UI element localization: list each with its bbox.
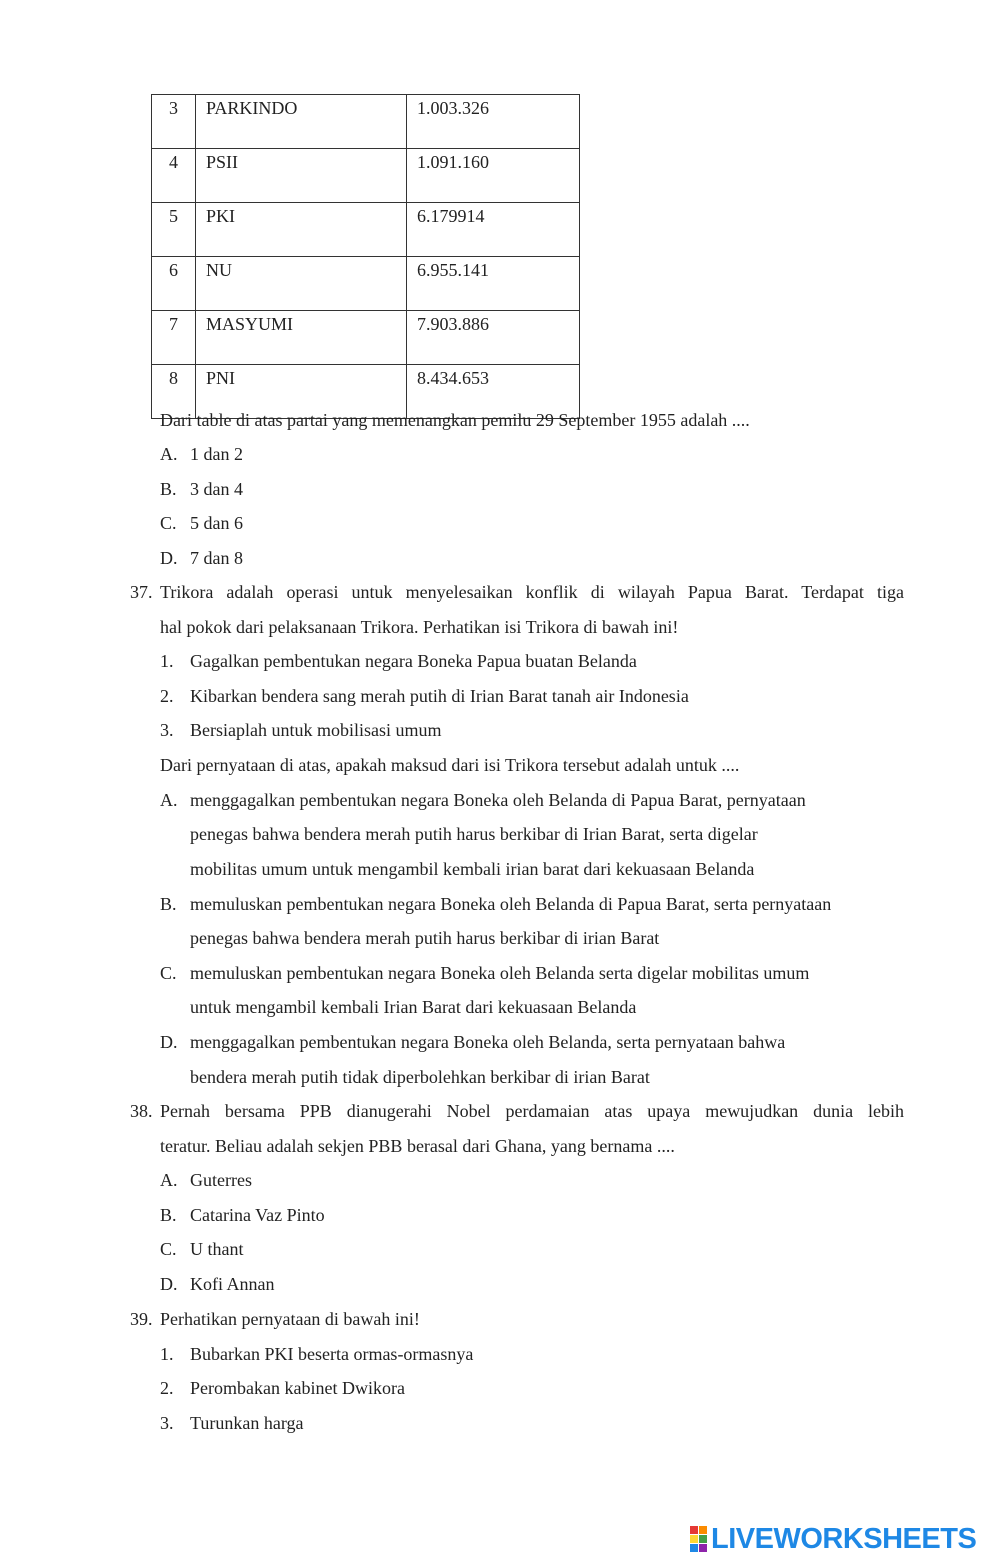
option-text: Guterres [190, 1170, 252, 1190]
vote-count: 6.179914 [407, 203, 580, 257]
party-name: PNI [196, 365, 407, 419]
question-number: 38. [130, 1101, 153, 1121]
liveworksheets-logo [690, 1522, 976, 1556]
row-number: 6 [152, 257, 196, 311]
row-number: 3 [152, 95, 196, 149]
item-mark: 3. [160, 720, 174, 740]
option-text: 3 dan 4 [190, 479, 243, 499]
table-row [152, 311, 580, 365]
trikora-item: Bersiaplah untuk mobilisasi umum [190, 720, 442, 740]
option-mark: C. [160, 963, 177, 983]
item-mark: 1. [160, 651, 174, 671]
table-row [152, 203, 580, 257]
question-number: 39. [130, 1309, 153, 1329]
option-mark: B. [160, 1205, 177, 1225]
vote-count: 1.003.326 [407, 95, 580, 149]
option-text: U thant [190, 1239, 244, 1259]
option-text: bendera merah putih tidak diperbolehkan berkibar di irian Barat [190, 1067, 650, 1087]
option-text: untuk mengambil kembali Irian Barat dari kekuasaan Belanda [190, 997, 637, 1017]
item-mark: 1. [160, 1344, 174, 1364]
option-text: penegas bahwa bendera merah putih harus berkibar di irian Barat [190, 928, 660, 948]
statement-item: Perombakan kabinet Dwikora [190, 1378, 405, 1398]
trikora-item: Gagalkan pembentukan negara Boneka Papua buatan Belanda [190, 651, 637, 671]
party-name: PARKINDO [196, 95, 407, 149]
brand-name: LIVEWORKSHEETS [711, 1522, 977, 1555]
party-name: PSII [196, 149, 407, 203]
question-number: 37. [130, 582, 153, 602]
statement-item: Turunkan harga [190, 1413, 304, 1433]
party-name: MASYUMI [196, 311, 407, 365]
option-text: Kofi Annan [190, 1274, 275, 1294]
row-number: 7 [152, 311, 196, 365]
vote-count: 8.434.653 [407, 365, 580, 419]
option-text: Catarina Vaz Pinto [190, 1205, 325, 1225]
option-mark: A. [160, 790, 178, 810]
table-row [152, 95, 580, 149]
party-name: PKI [196, 203, 407, 257]
logo-mark-icon [690, 1526, 707, 1552]
option-text: menggagalkan pembentukan negara Boneka oleh Belanda, serta pernyataan bahwa [190, 1032, 786, 1052]
table-row [152, 257, 580, 311]
option-mark: C. [160, 513, 177, 533]
row-number: 5 [152, 203, 196, 257]
q38-text-line: teratur. Beliau adalah sekjen PBB berasal dari Ghana, yang bernama .... [160, 1136, 675, 1156]
q37-prompt: Dari pernyataan di atas, apakah maksud dari isi Trikora tersebut adalah untuk .... [160, 755, 740, 775]
option-text: 5 dan 6 [190, 513, 243, 533]
option-mark: A. [160, 444, 178, 464]
option-mark: C. [160, 1239, 177, 1259]
item-mark: 3. [160, 1413, 174, 1433]
q36-prompt: Dari table di atas partai yang memenangkan pemilu 29 September 1955 adalah .... [160, 410, 750, 430]
party-name: NU [196, 257, 407, 311]
trikora-item: Kibarkan bendera sang merah putih di Irian Barat tanah air Indonesia [190, 686, 689, 706]
vote-results-table [151, 94, 580, 419]
option-text: 7 dan 8 [190, 548, 243, 568]
q38-text-line: Pernah bersama PPB dianugerahi Nobel perdamaian atas upaya mewujudkan dunia lebih [160, 1101, 904, 1121]
q39-text-line: Perhatikan pernyataan di bawah ini! [160, 1309, 420, 1329]
option-text: 1 dan 2 [190, 444, 243, 464]
option-mark: D. [160, 548, 178, 568]
table-row [152, 149, 580, 203]
option-mark: B. [160, 479, 177, 499]
vote-count: 1.091.160 [407, 149, 580, 203]
q37-text-line: Trikora adalah operasi untuk menyelesaikan konflik di wilayah Papua Barat. Terdapat tiga [160, 582, 904, 602]
q37-text-line: hal pokok dari pelaksanaan Trikora. Perhatikan isi Trikora di bawah ini! [160, 617, 679, 637]
item-mark: 2. [160, 686, 174, 706]
option-mark: A. [160, 1170, 178, 1190]
option-mark: D. [160, 1274, 178, 1294]
option-mark: D. [160, 1032, 178, 1052]
option-text: menggagalkan pembentukan negara Boneka oleh Belanda di Papua Barat, pernyataan [190, 790, 806, 810]
vote-count: 6.955.141 [407, 257, 580, 311]
vote-count: 7.903.886 [407, 311, 580, 365]
option-mark: B. [160, 894, 177, 914]
option-text: memuluskan pembentukan negara Boneka oleh Belanda di Papua Barat, serta pernyataan [190, 894, 832, 914]
row-number: 8 [152, 365, 196, 419]
row-number: 4 [152, 149, 196, 203]
statement-item: Bubarkan PKI beserta ormas-ormasnya [190, 1344, 474, 1364]
option-text: mobilitas umum untuk mengambil kembali irian barat dari kekuasaan Belanda [190, 859, 755, 879]
option-text: penegas bahwa bendera merah putih harus berkibar di Irian Barat, serta digelar [190, 824, 758, 844]
item-mark: 2. [160, 1378, 174, 1398]
option-text: memuluskan pembentukan negara Boneka oleh Belanda serta digelar mobilitas umum [190, 963, 810, 983]
